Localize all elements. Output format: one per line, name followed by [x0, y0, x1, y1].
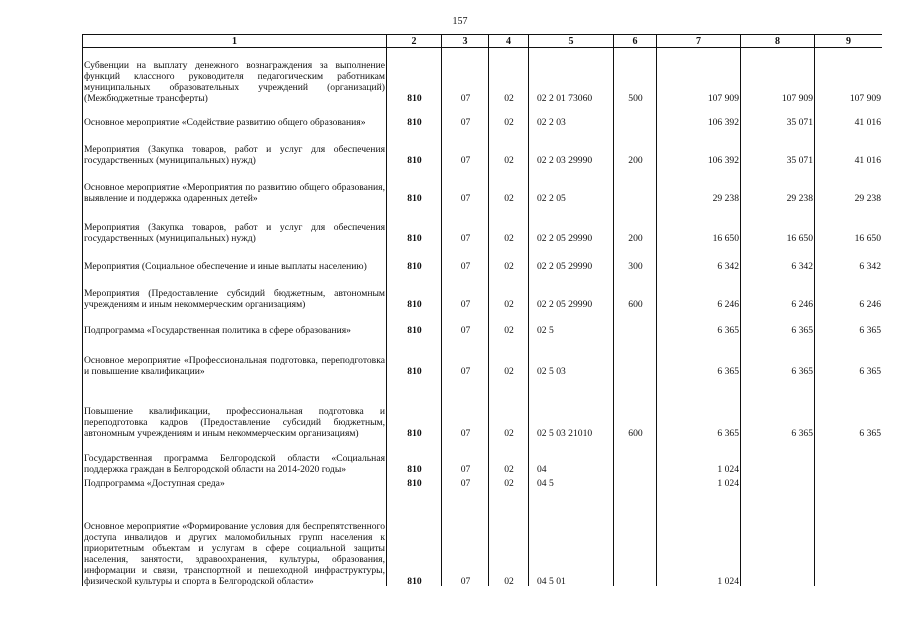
- row-vr: 200: [614, 130, 657, 168]
- row-grbs: 810: [387, 477, 442, 491]
- row-sum-1: 6 365: [657, 338, 741, 379]
- row-csr: 04 5 01: [529, 491, 614, 587]
- row-sum-3: 29 238: [815, 168, 883, 206]
- row-name: Мероприятия (Социальное обеспечение и иные выплаты населению): [83, 246, 387, 274]
- row-vr: [614, 106, 657, 130]
- row-sum-1: 1 024: [657, 491, 741, 587]
- row-sum-2: 6 365: [741, 338, 815, 379]
- row-sum-2: 107 909: [741, 48, 815, 106]
- row-sum-1: 6 365: [657, 312, 741, 338]
- budget-table-wrapper: [82, 34, 882, 586]
- row-grbs: 810: [387, 441, 442, 477]
- page-number: 157: [452, 16, 468, 27]
- row-sum-2: 35 071: [741, 106, 815, 130]
- table-row: [83, 441, 883, 477]
- row-csr: 02 2 05 29990: [529, 274, 614, 312]
- row-rz: 07: [442, 130, 489, 168]
- table-row: [83, 491, 883, 587]
- row-name: Основное мероприятие «Формирование условия для беспрепятственного доступа инвалидов и других маломобильных групп населения к приоритетным объектам и услугам в сфере социальной защиты населения, занятости, здравоохранения, культуры, образования, информации и связи, транспортной и пешеходной инфраструктуры, физической культуры и спорта в Белгородской области»: [83, 491, 387, 587]
- row-name: Мероприятия (Предоставление субсидий бюджетным, автономным учреждениям и иным некоммерческим организациям): [83, 274, 387, 312]
- header-col-1: 1: [83, 35, 387, 48]
- row-name: Государственная программа Белгородской области «Социальная поддержка граждан в Белгородской области на 2014-2020 годы»: [83, 441, 387, 477]
- row-pr: 02: [489, 312, 529, 338]
- row-pr: 02: [489, 106, 529, 130]
- table-row: [83, 477, 883, 491]
- row-csr: 02 2 03: [529, 106, 614, 130]
- row-name: Подпрограмма «Доступная среда»: [83, 477, 387, 491]
- row-sum-3: 6 246: [815, 274, 883, 312]
- row-rz: 07: [442, 168, 489, 206]
- row-vr: 500: [614, 48, 657, 106]
- table-row: [83, 379, 883, 441]
- row-name: Мероприятия (Закупка товаров, работ и услуг для обеспечения государственных (муниципальных) нужд): [83, 130, 387, 168]
- row-rz: 07: [442, 441, 489, 477]
- row-sum-3: [815, 491, 883, 587]
- row-sum-1: 1 024: [657, 441, 741, 477]
- row-rz: 07: [442, 274, 489, 312]
- row-sum-1: 16 650: [657, 206, 741, 246]
- table-row: [83, 168, 883, 206]
- row-sum-3: 41 016: [815, 106, 883, 130]
- row-sum-1: 106 392: [657, 106, 741, 130]
- header-col-2: 2: [387, 35, 442, 48]
- row-sum-2: [741, 477, 815, 491]
- row-vr: [614, 491, 657, 587]
- row-rz: 07: [442, 338, 489, 379]
- header-col-8: 8: [741, 35, 815, 48]
- budget-table: [82, 34, 882, 586]
- row-name: Основное мероприятие «Мероприятия по развитию общего образования, выявление и поддержка одаренных детей»: [83, 168, 387, 206]
- row-pr: 02: [489, 491, 529, 587]
- table-row: [83, 206, 883, 246]
- row-name: Подпрограмма «Государственная политика в сфере образования»: [83, 312, 387, 338]
- row-grbs: 810: [387, 338, 442, 379]
- row-pr: 02: [489, 441, 529, 477]
- row-sum-3: 16 650: [815, 206, 883, 246]
- header-col-7: 7: [657, 35, 741, 48]
- table-row: [83, 130, 883, 168]
- row-grbs: 810: [387, 274, 442, 312]
- row-sum-1: 6 365: [657, 379, 741, 441]
- row-name: Основное мероприятие «Профессиональная подготовка, переподготовка и повышение квалификации»: [83, 338, 387, 379]
- row-vr: 200: [614, 206, 657, 246]
- row-grbs: 810: [387, 491, 442, 587]
- row-pr: 02: [489, 206, 529, 246]
- header-col-4: 4: [489, 35, 529, 48]
- row-grbs: 810: [387, 168, 442, 206]
- row-grbs: 810: [387, 379, 442, 441]
- row-grbs: 810: [387, 48, 442, 106]
- table-row: [83, 246, 883, 274]
- row-csr: 02 2 05: [529, 168, 614, 206]
- row-sum-2: 6 365: [741, 379, 815, 441]
- row-sum-3: 6 365: [815, 379, 883, 441]
- row-grbs: 810: [387, 106, 442, 130]
- row-rz: 07: [442, 48, 489, 106]
- row-grbs: 810: [387, 206, 442, 246]
- row-rz: 07: [442, 206, 489, 246]
- row-vr: [614, 312, 657, 338]
- table-row: [83, 312, 883, 338]
- row-sum-2: 29 238: [741, 168, 815, 206]
- row-vr: 600: [614, 379, 657, 441]
- row-vr: [614, 441, 657, 477]
- row-name: Повышение квалификации, профессиональная подготовка и переподготовка кадров (Предоставление субсидий бюджетным, автономным учреждениям и иным некоммерческим организациям): [83, 379, 387, 441]
- row-sum-2: [741, 491, 815, 587]
- row-pr: 02: [489, 246, 529, 274]
- row-sum-3: [815, 477, 883, 491]
- row-sum-2: 6 365: [741, 312, 815, 338]
- row-rz: 07: [442, 379, 489, 441]
- row-csr: 02 5 03 21010: [529, 379, 614, 441]
- row-rz: 07: [442, 312, 489, 338]
- row-sum-3: 41 016: [815, 130, 883, 168]
- row-grbs: 810: [387, 130, 442, 168]
- row-sum-3: 6 342: [815, 246, 883, 274]
- row-vr: [614, 477, 657, 491]
- row-name: Субвенции на выплату денежного вознаграждения за выполнение функций классного руководителя педагогическим работникам муниципальных образовательных учреждений (организаций) (Межбюджетные трансферты): [83, 48, 387, 106]
- row-rz: 07: [442, 491, 489, 587]
- row-csr: 02 2 03 29990: [529, 130, 614, 168]
- row-csr: 02 5 03: [529, 338, 614, 379]
- row-sum-2: 6 246: [741, 274, 815, 312]
- row-pr: 02: [489, 379, 529, 441]
- row-name: Основное мероприятие «Содействие развитию общего образования»: [83, 106, 387, 130]
- row-rz: 07: [442, 477, 489, 491]
- row-sum-1: 1 024: [657, 477, 741, 491]
- row-sum-1: 6 342: [657, 246, 741, 274]
- row-sum-2: [741, 441, 815, 477]
- row-csr: 02 2 05 29990: [529, 246, 614, 274]
- row-pr: 02: [489, 338, 529, 379]
- row-sum-3: 6 365: [815, 338, 883, 379]
- row-sum-2: 35 071: [741, 130, 815, 168]
- row-pr: 02: [489, 48, 529, 106]
- row-rz: 07: [442, 246, 489, 274]
- row-grbs: 810: [387, 312, 442, 338]
- header-col-5: 5: [529, 35, 614, 48]
- row-vr: [614, 168, 657, 206]
- row-vr: 600: [614, 274, 657, 312]
- row-sum-3: 107 909: [815, 48, 883, 106]
- row-sum-1: 107 909: [657, 48, 741, 106]
- row-csr: 04 5: [529, 477, 614, 491]
- header-col-6: 6: [614, 35, 657, 48]
- row-pr: 02: [489, 477, 529, 491]
- row-sum-2: 6 342: [741, 246, 815, 274]
- row-sum-1: 6 246: [657, 274, 741, 312]
- row-pr: 02: [489, 274, 529, 312]
- table-header-row: [83, 35, 883, 48]
- row-grbs: 810: [387, 246, 442, 274]
- row-vr: 300: [614, 246, 657, 274]
- row-rz: 07: [442, 106, 489, 130]
- header-col-9: 9: [815, 35, 883, 48]
- row-pr: 02: [489, 168, 529, 206]
- table-row: [83, 106, 883, 130]
- row-csr: 02 2 01 73060: [529, 48, 614, 106]
- row-sum-1: 106 392: [657, 130, 741, 168]
- row-sum-3: [815, 441, 883, 477]
- row-sum-2: 16 650: [741, 206, 815, 246]
- row-vr: [614, 338, 657, 379]
- row-pr: 02: [489, 130, 529, 168]
- row-sum-3: 6 365: [815, 312, 883, 338]
- row-name: Мероприятия (Закупка товаров, работ и услуг для обеспечения государственных (муниципальных) нужд): [83, 206, 387, 246]
- row-sum-1: 29 238: [657, 168, 741, 206]
- table-row: [83, 48, 883, 106]
- row-csr: 04: [529, 441, 614, 477]
- row-csr: 02 5: [529, 312, 614, 338]
- table-row: [83, 338, 883, 379]
- row-csr: 02 2 05 29990: [529, 206, 614, 246]
- table-row: [83, 274, 883, 312]
- header-col-3: 3: [442, 35, 489, 48]
